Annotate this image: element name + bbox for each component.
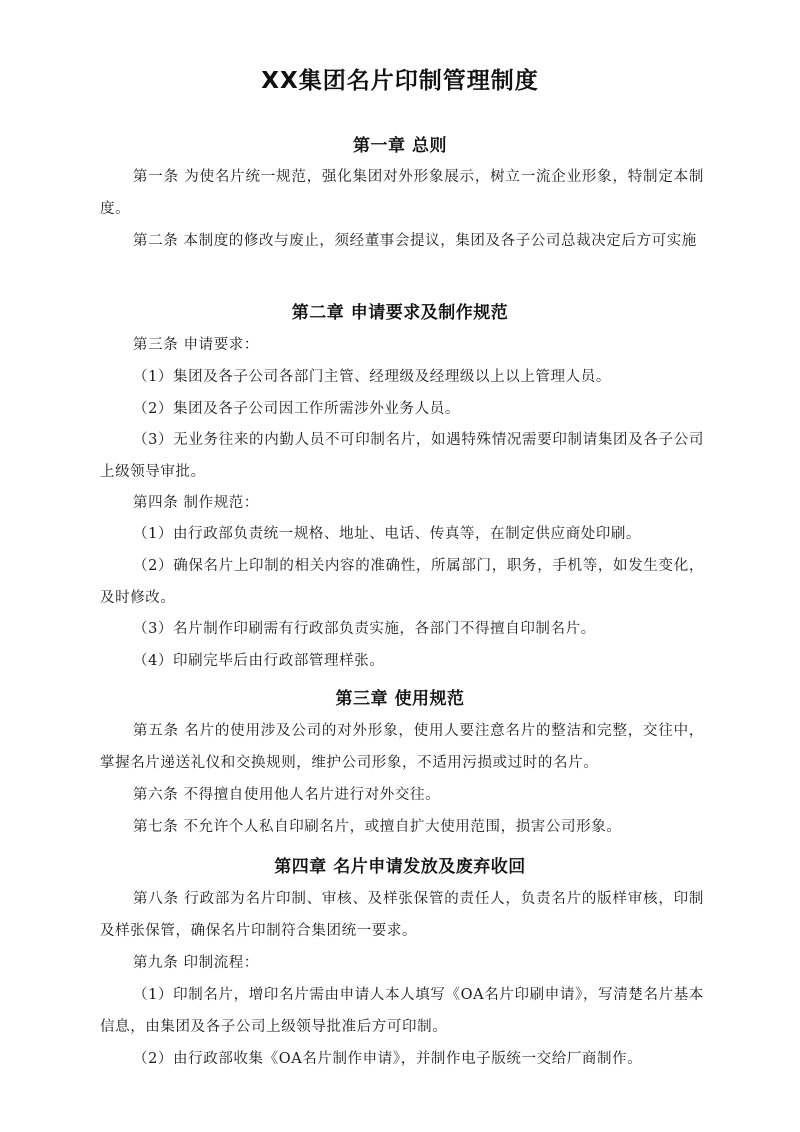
article-5: 第五条 名片的使用涉及公司的对外形象，使用人要注意名片的整洁和完整，交往中，掌握名片递送礼仪和交换规则，维护公司形象，不适用污损或过时的名片。 [100,723,704,771]
chapter-heading-1: 第一章 总则 [353,136,447,156]
chapter-heading-4: 第四章 名片申请发放及废弃收回 [274,857,526,877]
article-2: 第二条 本制度的修改与废止，须经董事会提议，集团及各子公司总裁决定后方可实施 [133,233,697,249]
chapter-heading-3: 第三章 使用规范 [335,689,465,709]
article-7: 第七条 不允许个人私自印刷名片，或擅自扩大使用范围，损害公司形象。 [133,819,622,835]
article-4-item-4: （4）印刷完毕后由行政部管理样张。 [133,653,385,669]
document-title: XX集团名片印制管理制度 [261,68,539,94]
article-3-item-2: （2）集团及各子公司因工作所需涉外业务人员。 [133,401,460,417]
article-8: 第八条 行政部为名片印制、审核、及样张保管的责任人，负责名片的版样审核，印制及样张保管，确保名片印制符合集团统一要求。 [100,891,704,939]
article-4: 第四条 制作规范： [133,495,260,511]
article-4-item-3: （3）名片制作印刷需有行政部负责实施，各部门不得擅自印制名片。 [133,621,596,637]
article-9: 第九条 印制流程： [133,955,260,971]
article-3-item-1: （1）集团及各子公司各部门主管、经理级及经理级以上以上管理人员。 [133,369,611,385]
article-4-item-2: （2）确保名片上印制的相关内容的准确性，所属部门，职务，手机等，如发生变化，及时修改。 [100,558,704,606]
article-3-item-3: （3）无业务往来的内勤人员不可印制名片，如遇特殊情况需要印制请集团及各子公司上级领导审批。 [100,432,704,480]
article-9-item-2: （2）由行政部收集《OA名片制作申请》，并制作电子版统一交给厂商制作。 [133,1051,643,1067]
article-1: 第一条 为使名片统一规范，强化集团对外形象展示，树立一流企业形象，特制定本制度。 [100,169,704,217]
article-6: 第六条 不得擅自使用他人名片进行对外交往。 [133,787,441,803]
article-3: 第三条 申请要求： [133,337,260,353]
chapter-heading-2: 第二章 申请要求及制作规范 [291,303,509,323]
article-4-item-1: （1）由行政部负责统一规格、地址、电话、传真等，在制定供应商处印刷。 [133,526,642,542]
article-9-item-1: （1）印制名片，增印名片需由申请人本人填写《OA名片印刷申请》，写清楚名片基本信息，由集团及各子公司上级领导批准后方可印制。 [100,987,704,1035]
